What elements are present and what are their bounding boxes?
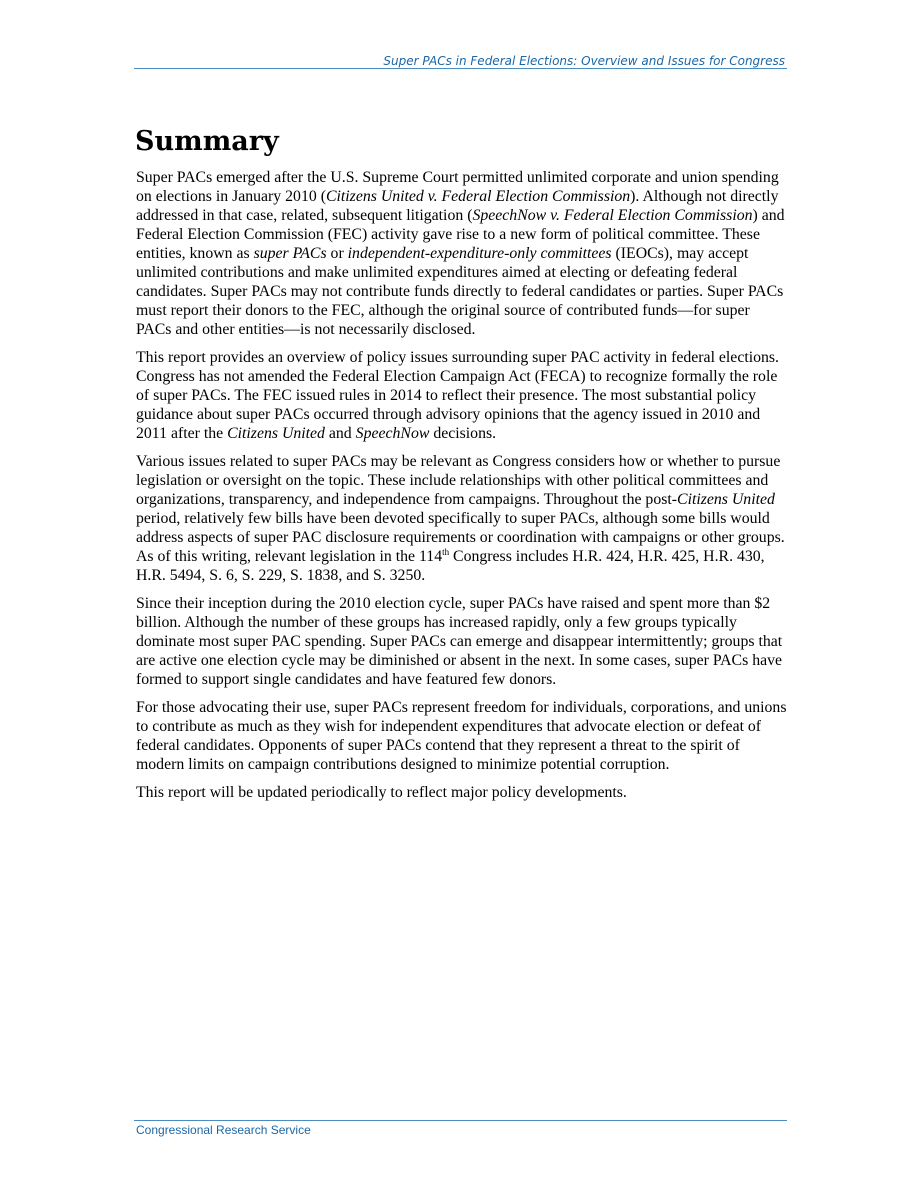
paragraph-origins: Super PACs emerged after the U.S. Supreme Court permitted unlimited corporate and union spending on elections in January 2010 (Citizens United v. Federal Election Commission). Although not directly addressed in that case, related, subsequent litigation (SpeechNow v. Federal Election Commission) and Federal Election Commission (FEC) activity gave rise to a new form of political committee. These entities, known as super PACs or independent-expenditure-only committees (IEOCs), may accept unlimited contributions and make unlimited expenditures aimed at electing or defeating federal candidates. Super PACs may not contribute funds directly to federal candidates or parties. Super PACs must report their donors to the FEC, although the original source of contributed funds—for super PACs and other entities—is not necessarily disclosed.: [136, 169, 785, 338]
header-divider: [134, 68, 787, 69]
summary-body: [136, 168, 788, 811]
footer-organization: Congressional Research Service: [136, 1123, 311, 1137]
paragraph-overview: This report provides an overview of policy issues surrounding super PAC activity in federal elections. Congress has not amended the Federal Election Campaign Act (FECA) to recognize formally the role of super PACs. The FEC issued rules in 2014 to reflect their presence. The most substantial policy guidance about super PACs occurred through advisory opinions that the agency issued in 2010 and 2011 after the Citizens United and SpeechNow decisions.: [136, 349, 780, 442]
paragraph-debate: For those advocating their use, super PACs represent freedom for individuals, corporations, and unions to contribute as much as they wish for independent expenditures that advocate election or defeat of federal candidates. Opponents of super PACs contend that they represent a threat to the spirit of modern limits on campaign contributions designed to minimize potential corruption.: [136, 699, 787, 773]
paragraph-issues: Various issues related to super PACs may be relevant as Congress considers how or whether to pursue legislation or oversight on the topic. These include relationships with other political committees and organizations, transparency, and independence from campaigns. Throughout the post-Citizens United period, relatively few bills have been devoted specifically to super PACs, although some bills would address aspects of super PAC disclosure requirements or coordination with campaigns or other groups. As of this writing, relevant legislation in the 114th Congress includes H.R. 424, H.R. 425, H.R. 430, H.R. 5494, S. 6, S. 229, S. 1838, and S. 3250.: [136, 453, 785, 584]
running-header: Super PACs in Federal Elections: Overview and Issues for Congress: [383, 54, 785, 68]
paragraph-spending: Since their inception during the 2010 election cycle, super PACs have raised and spent more than $2 billion. Although the number of these groups has increased rapidly, only a few groups typically dominate most super PAC spending. Super PACs can emerge and disappear intermittently; groups that are active one election cycle may be diminished or absent in the next. In some cases, super PACs have formed to support single candidates and have featured few donors.: [136, 595, 783, 688]
page-title: Summary: [135, 126, 279, 157]
paragraph-update-note: This report will be updated periodically to reflect major policy developments.: [136, 784, 627, 801]
footer-divider: [134, 1120, 787, 1121]
